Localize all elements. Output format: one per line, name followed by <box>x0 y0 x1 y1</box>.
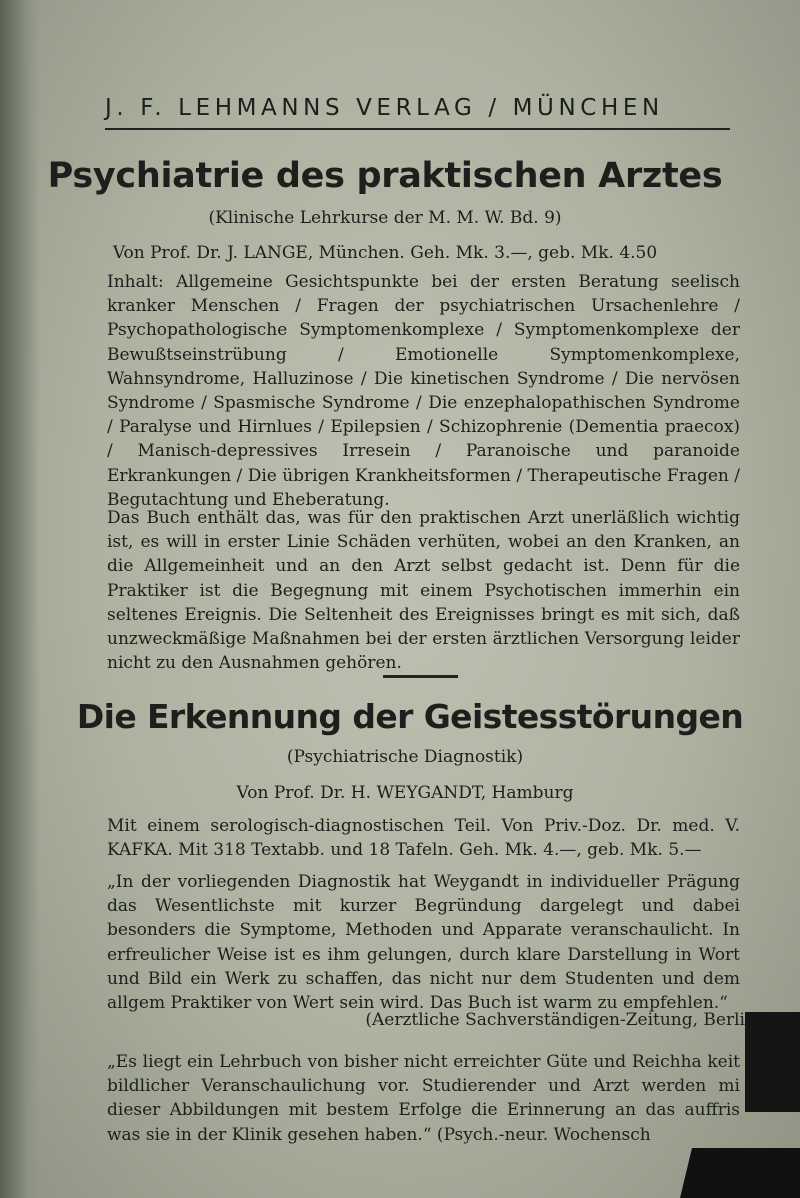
book2-review-source-1: (Aerztliche Sachverständigen-Zeitung, Berli <box>365 1010 745 1030</box>
book2-subtitle: (Psychiatrische Diagnostik) <box>286 747 524 767</box>
book1-series: (Klinische Lehrkurse der M. M. W. Bd. 9) <box>208 208 562 228</box>
header-rule <box>105 128 730 130</box>
section-divider <box>383 675 458 678</box>
book1-description: Das Buch enthält das, was für den praktischen Arzt unerläßlich wichtig ist, es will in erster Linie Schäden verhüten, wobei an den Kranken, an die Allgemeinheit und an den Arzt selbst gedacht ist. Denn für die Praktiker ist die Begegnung mit einem Psychotischen immerhin ein seltenes Ereignis. Die Seltenheit des Ereignisses bringt es mit sich, daß unzweckmäßige Maßnahmen bei der ersten ärztlichen Versorgung leider nicht zu den Ausnahmen gehören. <box>107 508 740 674</box>
book2-meta: Mit einem serologisch-diagnostischen Teil. Von Priv.-Doz. Dr. med. V. KAFKA. Mit 318 Textabb. und 18 Tafeln. Geh. Mk. 4.—, geb. Mk. 5.— <box>107 816 740 861</box>
book1-title: Psychiatrie des praktischen Arztes <box>47 156 723 196</box>
book1-byline: Von Prof. Dr. J. LANGE, München. Geh. Mk. 3.—, geb. Mk. 4.50 <box>112 243 658 263</box>
book2-review-quote-2: „Es liegt ein Lehrbuch von bisher nicht erreichter Güte und Reichha keit bildlicher Veranschaulichung vor. Studierender und Arzt werden mi dieser Abbildungen mit bestem Erfolge die Erinnerung an das auffris was sie in der Klinik gesehen haben.“ (Psych.-neur. Wochensch <box>107 1052 740 1145</box>
book1-contents: Inhalt: Allgemeine Gesichtspunkte bei der ersten Beratung seelisch kranker Menschen / Fragen der psychiatrischen Ursachenlehre / Psychopathologische Symptomenkomplexe / Symptomenkomplexe der Bewußtseinstrübung / Emotionelle Symptomenkomplexe, Wahnsyndrome, Halluzinose / Die kinetischen Syndrome / Die nervösen Syndrome / Spasmische Syndrome / Die enzephalopathischen Syndrome / Paralyse und Hirnlues / Epilepsien / Schizophrenie (Dementia praecox) / Manisch-depressives Irresein / Paranoische und paranoide Erkrankungen / Die übrigen Krankheitsformen / Therapeutische Fragen / Begutachtung und Eheberatung. <box>107 272 740 510</box>
publisher-header: J. F. LEHMANNS VERLAG / MÜNCHEN <box>105 95 664 121</box>
scan-shadow-bottom <box>680 1148 800 1198</box>
scan-shadow-right <box>745 1012 800 1112</box>
book2-byline: Von Prof. Dr. H. WEYGANDT, Hamburg <box>236 783 574 803</box>
book2-title: Die Erkennung der Geistesstörungen <box>76 697 744 736</box>
book2-review-quote-1: „In der vorliegenden Diagnostik hat Weygandt in individueller Prägung das Wesentlichste mit kurzer Begründung dargelegt und dabei besonders die Symptome, Methoden und Apparate veranschaulicht. In erfreulicher Weise ist es ihm gelungen, durch klare Darstellung in Wort und Bild ein Werk zu schaffen, das nicht nur dem Studenten und dem allgem Praktiker von Wert sein wird. Das Buch ist warm zu empfehlen.“ <box>107 872 740 1014</box>
